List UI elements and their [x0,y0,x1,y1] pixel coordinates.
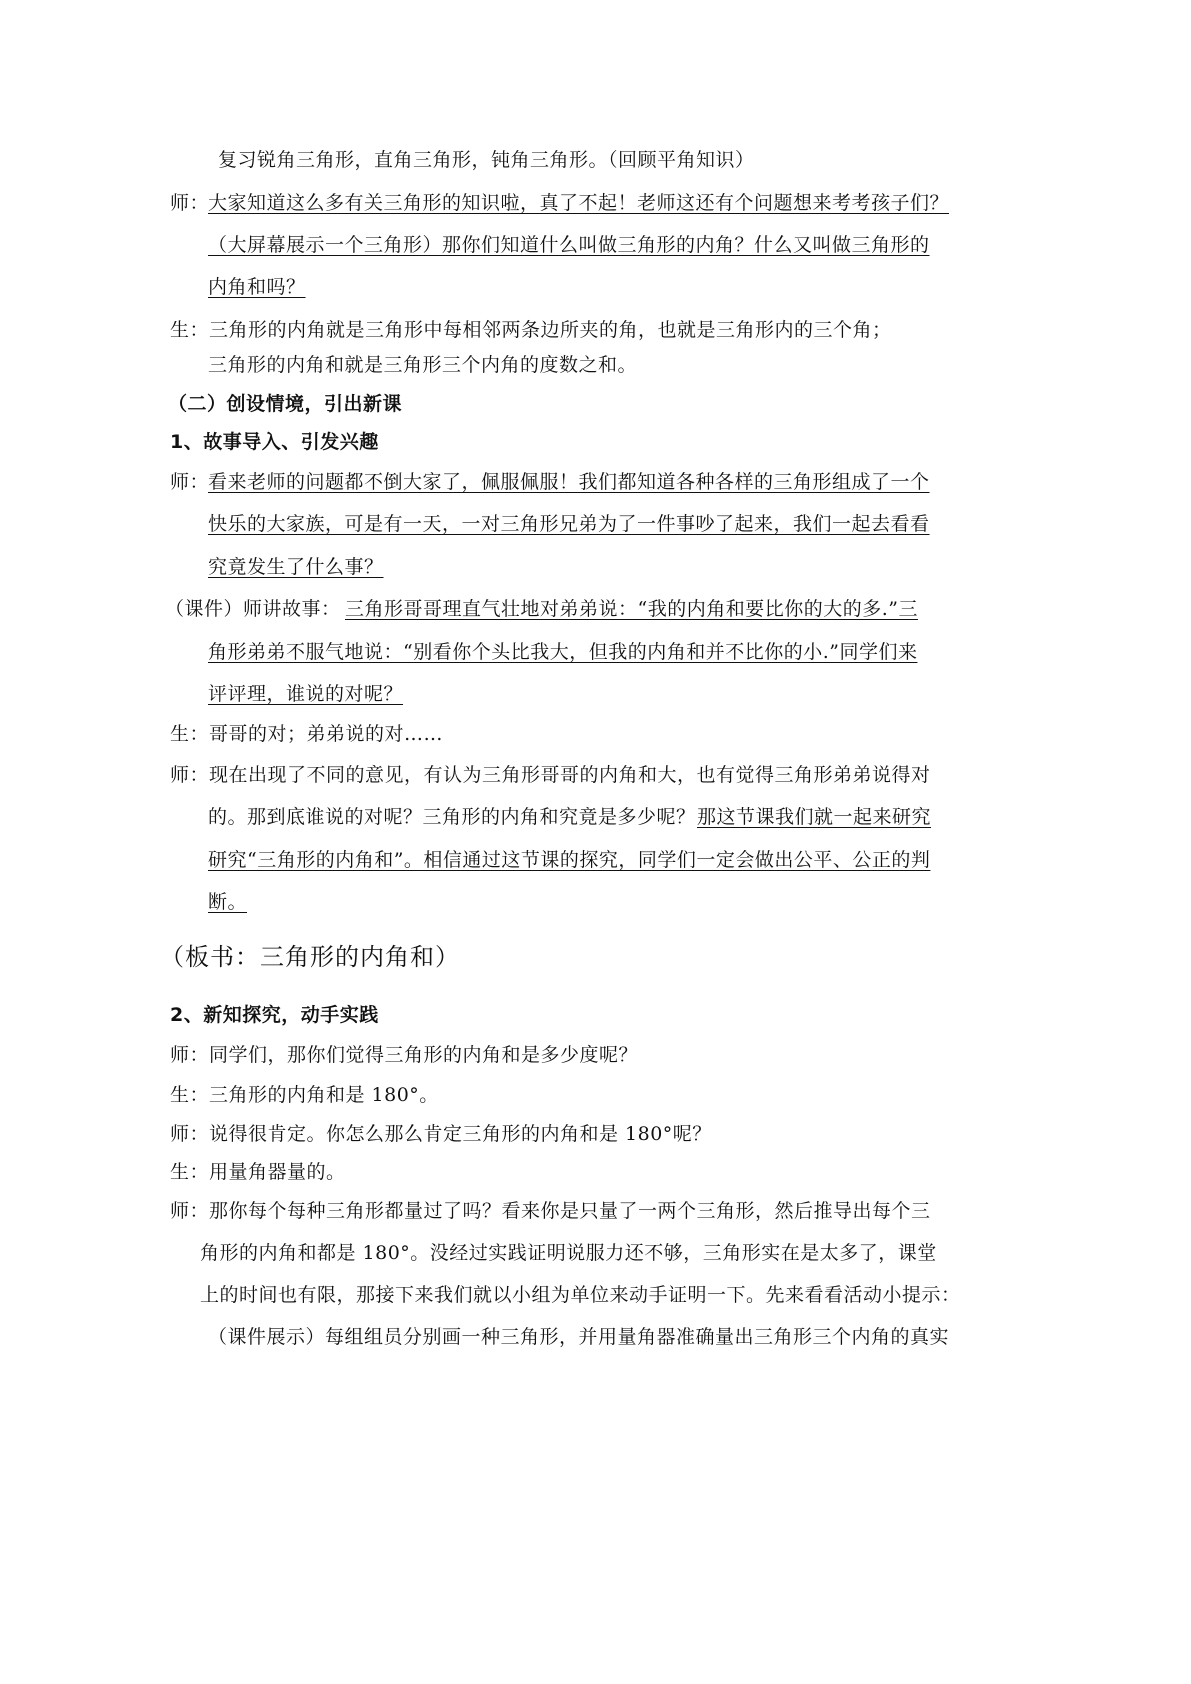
teacher-question-5: 师：说得很肯定。你怎么那么肯定三角形的内角和是 180°呢？ [170,1123,712,1145]
student-answer-3: 生：哥哥的对；弟弟说的对…… [170,723,444,745]
teacher-story-intro-2: 快乐的大家族，可是有一天，一对三角形兄弟为了一件事吵了起来，我们一起去看看 [208,513,930,535]
teacher-question-1: 大家知道这么多有关三角形的知识啦，真了不起！老师这还有个问题想来考考孩子们？ [208,192,950,214]
teacher-explain-2: 角形的内角和都是 180°。没经过实践证明说服力还不够，三角形实在是太多了，课堂 [200,1242,937,1264]
student-answer-2: 三角形的内角和就是三角形三个内角的度数之和。 [208,354,638,376]
student-answer-5: 生：用量角器量的。 [170,1161,346,1183]
teacher-discussion-2b: 那这节课我们就一起来研究 [697,806,932,828]
teacher-question-2: （大屏幕展示一个三角形）那你们知道什么叫做三角形的内角？什么又叫做三角形的 [208,234,930,256]
student-answer-1: 生：三角形的内角就是三角形中每相邻两条边所夹的角，也就是三角形内的三个角； [170,319,892,341]
teacher-explain-4: （课件展示）每组组员分别画一种三角形，并用量角器准确量出三角形三个内角的真实 [208,1326,950,1348]
teacher-explain-3: 上的时间也有限，那接下来我们就以小组为单位来动手证明一下。先来看看活动小提示： [200,1284,961,1306]
subsection-heading-2: 2、新知探究，动手实践 [170,1004,379,1026]
story-line-2: 角形弟弟不服气地说：“别看你个头比我大，但我的内角和并不比你的小.”同学们来 [208,641,918,663]
teacher-discussion-3: 研究“三角形的内角和”。相信通过这节课的探究，同学们一定会做出公平、公正的判 [208,849,931,871]
teacher-question-4: 师：同学们，那你们觉得三角形的内角和是多少度呢？ [170,1044,639,1066]
teacher-discussion-1: 师：现在出现了不同的意见，有认为三角形哥哥的内角和大，也有觉得三角形弟弟说得对 [170,764,931,786]
story-line-1: 三角形哥哥理直气壮地对弟弟说：“我的内角和要比你的大的多.”三 [345,598,918,620]
teacher-story-intro-1: 看来老师的问题都不倒大家了，佩服佩服！我们都知道各种各样的三角形组成了一个 [208,471,930,493]
teacher-discussion-4: 断。 [208,891,248,913]
board-title: （板书：三角形的内角和） [160,943,460,971]
story-line-3: 评评理，谁说的对呢？ [208,683,404,705]
teacher-discussion-2a: 的。那到底谁说的对呢？三角形的内角和究竟是多少呢？ [208,806,696,828]
review-line: 复习锐角三角形，直角三角形，钝角三角形。（回顾平角知识） [218,149,755,171]
teacher-story-intro-3: 究竟发生了什么事？ [208,556,384,578]
story-label: （课件）师讲故事： [165,598,341,620]
teacher-question-3: 内角和吗？ [208,276,306,298]
teacher-explain-1: 师：那你每个每种三角形都量过了吗？看来你是只量了一两个三角形，然后推导出每个三 [170,1200,931,1222]
student-answer-4: 生：三角形的内角和是 180°。 [170,1084,439,1106]
speaker-teacher: 师： [170,192,210,214]
section-heading: （二）创设情境，引出新课 [168,393,403,415]
subsection-heading-1: 1、故事导入、引发兴趣 [170,431,379,453]
speaker-teacher: 师： [170,471,210,493]
